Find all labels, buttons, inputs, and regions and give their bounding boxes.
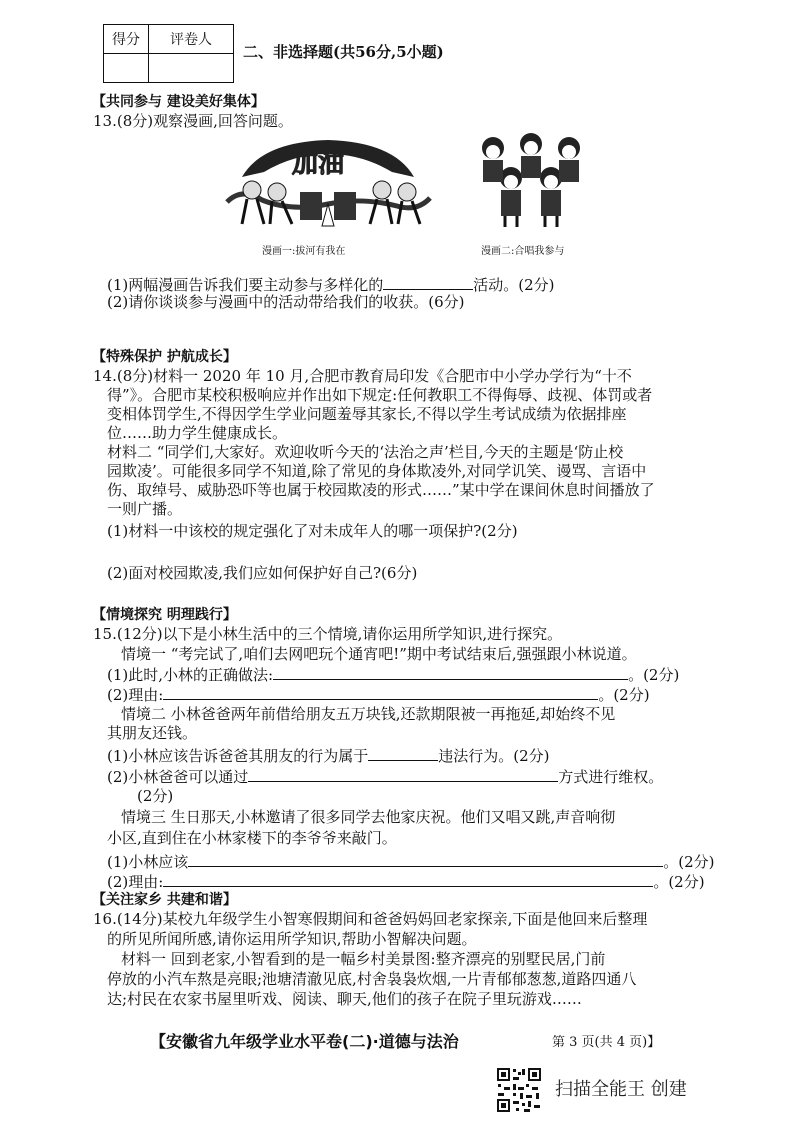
scenario-1-q2 xyxy=(107,684,650,705)
scenario-2-q2-points: (2分) xyxy=(137,787,174,805)
scenario-3-line-1: 情境三 生日那天,小林邀请了很多同学去他家庆祝。他们又唱又跳,声音响彻 xyxy=(121,808,616,826)
scenario-3-q1 xyxy=(107,851,715,872)
section-header-2: 【特殊保护 护航成长】 xyxy=(92,349,237,365)
score-label: 得分 xyxy=(104,25,149,54)
scenario-2-q2 xyxy=(107,766,663,787)
answer-blank[interactable] xyxy=(368,745,438,761)
score-cell xyxy=(104,54,149,83)
tug-of-war-illustration xyxy=(222,132,434,228)
q15-stem: 15.(12分)以下是小林生活中的三个情境,请你运用所学知识,进行探究。 xyxy=(93,625,563,643)
qr-code xyxy=(496,1067,542,1113)
sc2-q1-points: 违法行为。(2分) xyxy=(438,747,550,765)
q14-line-5: 材料二 “同学们,大家好。欢迎收听今天的‘法治之声’栏目,今天的主题是‘防止校 xyxy=(107,443,624,461)
sc1-q1-points: 。(2分) xyxy=(628,666,680,684)
score-table xyxy=(103,24,234,83)
section-header-4: 【关注家乡 共建和谐】 xyxy=(92,892,237,908)
sc3-q1-points: 。(2分) xyxy=(663,853,715,871)
scenario-2-line-2: 其朋友还钱。 xyxy=(107,724,198,742)
cartoon-caption-2: 漫画二:合唱我参与 xyxy=(481,246,565,257)
part-title: 二、非选择题(共56分,5小题) xyxy=(243,43,444,61)
answer-blank[interactable] xyxy=(163,684,598,700)
sc3-q2-points: 。(2分) xyxy=(653,873,705,891)
grader-label: 评卷人 xyxy=(149,25,234,54)
q13-1-text: (1)两幅漫画告诉我们要主动参与多样化的 xyxy=(107,276,384,294)
cartoon-chorus xyxy=(473,130,591,228)
sc2-q1-text: (1)小林应该告诉爸爸其朋友的行为属于 xyxy=(107,747,369,765)
sc2-q2-tail: 方式进行维权。 xyxy=(558,768,664,786)
footer-page: 第 3 页(共 4 页)】 xyxy=(552,1035,661,1050)
section-header-1: 【共同参与 建设美好集体】 xyxy=(92,94,265,110)
footer-title: 【安徽省九年级学业水平卷(二)·道德与法治 xyxy=(150,1032,459,1051)
q14-line-2: 得”》。合肥市某校积极响应并作出如下规定:任何教职工不得侮辱、歧视、体罚或者 xyxy=(107,386,653,404)
q16-line-2: 的所见所闻所感,请你运用所学知识,帮助小智解决问题。 xyxy=(107,930,477,948)
sc1-q2-points: 。(2分) xyxy=(598,686,650,704)
sc1-q1-text: (1)此时,小林的正确做法: xyxy=(107,666,274,684)
scenario-3-line-2: 小区,直到住在小林家楼下的李爷爷来敲门。 xyxy=(107,829,397,847)
q14-line-3: 变相体罚学生,不得因学生学业问题羞辱其家长,不得以学生考试成绩为依据排座 xyxy=(107,405,627,423)
scanner-watermark: 扫描全能王 创建 xyxy=(555,1079,687,1100)
q16-line-3: 材料一 回到老家,小智看到的是一幅乡村美景图:整齐漂亮的别墅民居,门前 xyxy=(121,950,606,968)
q14-line-6: 园欺凌’。可能很多同学不知道,除了常见的身体欺凌外,对同学讥笑、谩骂、言语中 xyxy=(107,462,647,480)
sc1-q2-text: (2)理由: xyxy=(107,686,164,704)
scenario-1: 情境一 “考完试了,咱们去网吧玩个通宵吧!”期中考试结束后,强强跟小林说道。 xyxy=(121,645,637,663)
sc3-q1-text: (1)小林应该 xyxy=(107,853,189,871)
q16-line-4: 停放的小汽车熬是亮眼;池塘清澈见底,村舍袅袅炊烟,一片青郁郁葱葱,道路四通八 xyxy=(107,970,637,988)
scenario-3-q2 xyxy=(107,871,705,892)
chorus-illustration xyxy=(473,130,591,228)
q14-line-7: 伤、取绰号、威胁恐吓等也属于校园欺凌的形式……”某中学在课间休息时间播放了 xyxy=(107,481,655,499)
q14-line-8: 一则广播。 xyxy=(107,500,183,518)
sc3-q2-text: (2)理由: xyxy=(107,873,164,891)
q13-stem: 13.(8分)观察漫画,回答问题。 xyxy=(93,112,293,130)
scenario-1-q1 xyxy=(107,664,679,685)
q13-2: (2)请你谈谈参与漫画中的活动带给我们的收获。(6分) xyxy=(107,293,465,311)
q14-line-1: 14.(8分)材料一 2020 年 10 月,合肥市教育局印发《合肥市中小学办学行为“十不 xyxy=(93,367,632,385)
qr-code-graphic xyxy=(496,1067,542,1113)
cartoon-tug-of-war xyxy=(222,132,434,228)
q14-1: (1)材料一中该校的规定强化了对未成年人的哪一项保护?(2分) xyxy=(107,522,518,540)
answer-blank[interactable] xyxy=(188,851,663,867)
q13-1-points: 活动。(2分) xyxy=(473,276,555,294)
cartoon-caption-1: 漫画一:拔河有我在 xyxy=(262,246,346,257)
section-header-3: 【情境探究 明理践行】 xyxy=(92,607,237,623)
scenario-2-line-1: 情境二 小林爸爸两年前借给朋友五万块钱,还款期限被一再拖延,却始终不见 xyxy=(121,705,616,723)
q16-line-1: 16.(14分)某校九年级学生小智寒假期间和爸爸妈妈回老家探亲,下面是他回来后整理 xyxy=(93,910,648,928)
q14-line-4: 位……助力学生健康成长。 xyxy=(107,424,288,442)
answer-blank[interactable] xyxy=(163,871,653,887)
grader-cell xyxy=(149,54,234,83)
answer-blank[interactable] xyxy=(383,274,473,290)
cartoon-text-jiayou: 加油 xyxy=(292,149,345,179)
answer-blank[interactable] xyxy=(248,766,558,782)
sc2-q2-text: (2)小林爸爸可以通过 xyxy=(107,768,249,786)
q14-2: (2)面对校园欺凌,我们应如何保护好自己?(6分) xyxy=(107,564,418,582)
scenario-2-q1 xyxy=(107,745,550,766)
answer-blank[interactable] xyxy=(273,664,628,680)
q16-line-5: 达;村民在农家书屋里听戏、阅读、聊天,他们的孩子在院子里玩游戏…… xyxy=(107,990,582,1008)
